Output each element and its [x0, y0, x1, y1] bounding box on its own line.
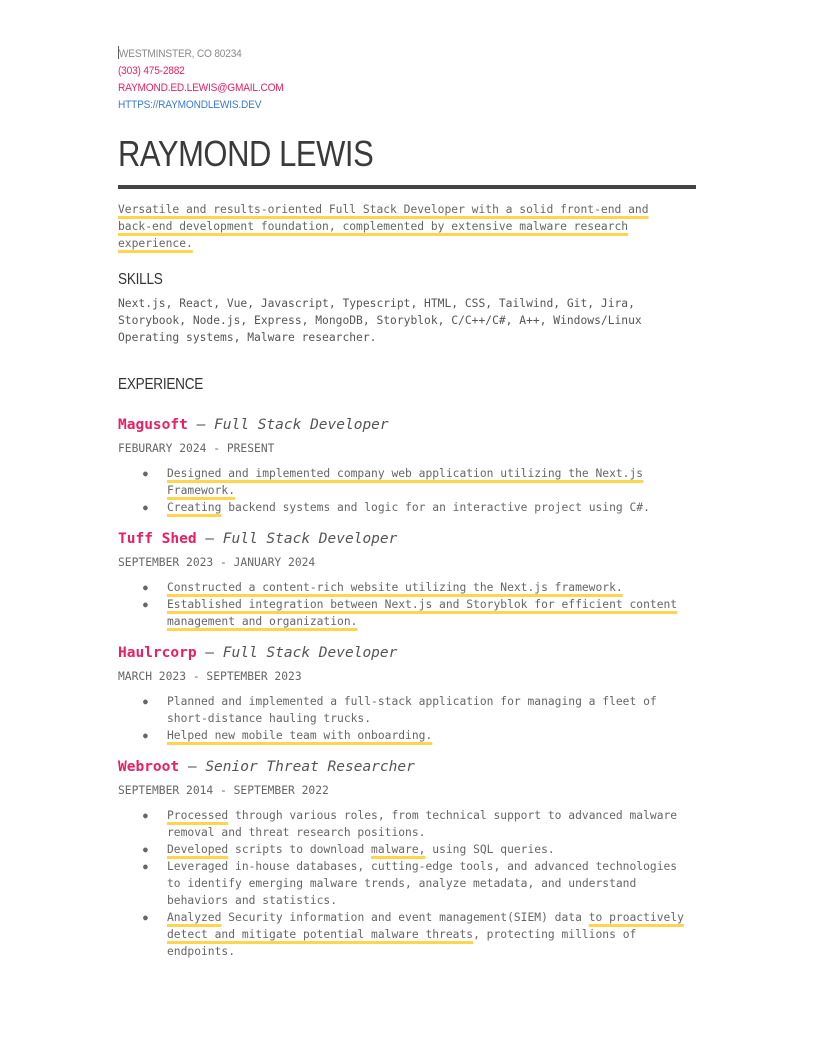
- bullet-text: Designed and implemented company web application utilizing the Next.js Framework.: [167, 467, 644, 497]
- job-dates: SEPTEMBER 2023 - JANUARY 2024: [118, 556, 316, 569]
- job-title-line: [118, 416, 698, 434]
- bullet-text: Leveraged in-house databases, cutting-edge tools, and advanced technologies to identify emerging malware trends, analyze metadata, and understand behaviors and statistics.: [167, 860, 678, 907]
- job-dates: FEBURARY 2024 - PRESENT: [118, 442, 275, 455]
- bullet-item: [167, 807, 697, 841]
- job-role: Senior Threat Researcher: [205, 759, 415, 775]
- contact-block: [118, 46, 652, 114]
- bullet-text-highlighted: Developed: [167, 843, 229, 856]
- bullet-item: [167, 693, 697, 727]
- summary-paragraph: [118, 201, 688, 252]
- bullet-text-highlighted: malware,: [371, 843, 426, 856]
- company-name: Tuff Shed: [118, 531, 197, 547]
- job-title-line: [118, 758, 698, 776]
- bullet-text: Planned and implemented a full-stack application for managing a fleet of short-distance hauling trucks.: [167, 695, 657, 725]
- bullet-item: [167, 465, 697, 499]
- bullet-text: scripts to download: [228, 843, 372, 856]
- title-separator: —: [179, 759, 206, 775]
- bullet-text: , protecting millions of endpoints.: [167, 928, 637, 958]
- job-bullets: [118, 465, 698, 516]
- bullet-item: [167, 858, 697, 909]
- job-title-line: [118, 530, 698, 548]
- company-name: Haulrcorp: [118, 645, 197, 661]
- job-entry: [118, 758, 698, 960]
- company-name: Webroot: [118, 759, 180, 775]
- contact-website-link[interactable]: HTTPS://RAYMONDLEWIS.DEV: [118, 99, 262, 111]
- bullet-text: Security information and event management(SIEM) data: [221, 911, 589, 924]
- job-bullets: [118, 693, 698, 744]
- bullet-text: Helped new mobile team with onboarding.: [167, 729, 433, 742]
- job-title-line: [118, 644, 698, 662]
- experience-heading: EXPERIENCE: [118, 376, 204, 393]
- resume-page: [118, 46, 698, 960]
- bullet-item: [167, 596, 697, 630]
- bullet-text: using SQL queries.: [425, 843, 555, 856]
- job-dates: MARCH 2023 - SEPTEMBER 2023: [118, 670, 302, 683]
- job-dates: SEPTEMBER 2014 - SEPTEMBER 2022: [118, 784, 329, 797]
- bullet-item: [167, 727, 697, 744]
- bullet-text-highlighted: to proactively detect and mitigate potential malware threats: [167, 911, 684, 941]
- bullet-text-highlighted: Creating: [167, 501, 222, 514]
- bullet-item: [167, 841, 697, 858]
- bullet-item: [167, 909, 697, 960]
- bullet-text-highlighted: Analyzed: [167, 911, 222, 924]
- contact-email-link[interactable]: RAYMOND.ED.LEWIS@GMAIL.COM: [118, 82, 284, 94]
- contact-phone[interactable]: (303) 475-2882: [118, 65, 185, 77]
- title-separator: —: [196, 645, 223, 661]
- job-bullets: [118, 579, 698, 630]
- job-role: Full Stack Developer: [222, 531, 398, 547]
- bullet-item: [167, 579, 697, 596]
- contact-address: [118, 46, 652, 63]
- job-role: Full Stack Developer: [214, 417, 389, 433]
- bullet-item: [167, 499, 697, 516]
- candidate-name: RAYMOND LEWIS: [118, 133, 374, 174]
- skills-list: Next.js, React, Vue, Javascript, Typescript, HTML, CSS, Tailwind, Git, Jira, Storybook, Node.js, Express, MongoDB, Storyblok, C/C++/C#, A++, Windows/Linux Operating systems, Malware researcher.: [118, 297, 642, 344]
- bullet-text: Established integration between Next.js and Storyblok for efficient content management and organization.: [167, 598, 678, 628]
- bullet-text-highlighted: Processed: [167, 809, 229, 822]
- job-bullets: [118, 807, 698, 960]
- bullet-text: through various roles, from technical support to advanced malware removal and threat research positions.: [167, 809, 678, 839]
- title-separator: —: [187, 417, 215, 433]
- bullet-text: backend systems and logic for an interactive project using C#.: [221, 501, 650, 514]
- title-separator: —: [196, 531, 223, 547]
- title-divider: [118, 185, 696, 189]
- job-entry: [118, 644, 698, 744]
- experience-list: [118, 416, 698, 960]
- job-entry: [118, 416, 698, 516]
- job-role: Full Stack Developer: [222, 645, 398, 661]
- contact-address-text: WESTMINSTER, CO 80234: [118, 48, 242, 60]
- skills-heading: SKILLS: [118, 271, 163, 288]
- summary-text: Versatile and results-oriented Full Stack Developer with a solid front-end and back-end development foundation, complemented by extensive malware research experience.: [118, 203, 649, 250]
- job-entry: [118, 530, 698, 630]
- company-name: Magusoft: [118, 417, 188, 433]
- bullet-text: Constructed a content-rich website utilizing the Next.js framework.: [167, 581, 623, 594]
